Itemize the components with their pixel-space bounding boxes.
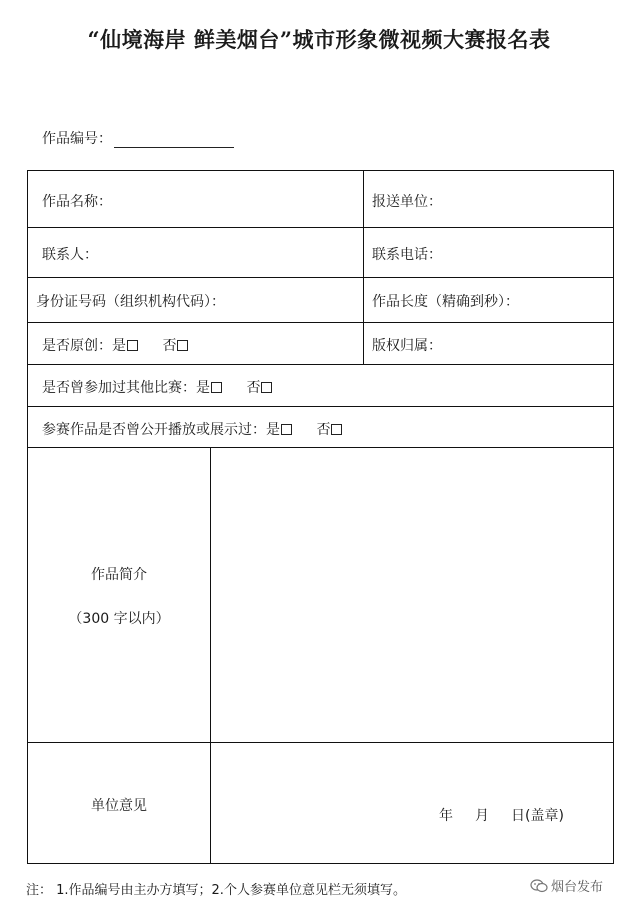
intro-content-area[interactable] <box>210 447 614 743</box>
submit-unit-cell[interactable] <box>363 170 614 228</box>
opinion-month-label: 月 <box>475 808 489 824</box>
phone-cell[interactable] <box>363 227 614 278</box>
intro-label: 作品简介 <box>91 567 147 583</box>
opinion-year-label: 年 <box>439 808 453 824</box>
phone-label: 联系电话： <box>372 247 442 263</box>
contact-label: 联系人： <box>42 247 98 263</box>
public-show-label: 参赛作品是否曾公开播放或展示过：是 <box>42 422 280 438</box>
original-no-label: 否 <box>162 338 177 354</box>
submit-unit-label: 报送单位： <box>372 194 442 210</box>
other-contest-no-label: 否 <box>246 380 261 396</box>
original-cell <box>27 322 364 365</box>
opinion-content-area[interactable] <box>210 742 614 864</box>
form-title: “仙境海岸 鲜美烟台”城市形象微视频大赛报名表 <box>87 27 551 52</box>
public-show-no-label: 否 <box>316 422 331 438</box>
public-show-question <box>42 419 342 439</box>
intro-label-cell <box>27 447 211 743</box>
footnote: 注： 1.作品编号由主办方填写；2.个人参赛单位意见栏无须填写。 <box>26 883 406 898</box>
other-contest-cell <box>27 364 614 407</box>
opinion-day-seal-label: 日(盖章) <box>511 808 564 824</box>
other-contest-question <box>42 377 272 397</box>
id-number-label: 身份证号码（组织机构代码）： <box>36 294 225 310</box>
intro-limit: （300 字以内） <box>68 611 170 627</box>
serial-number-label: 作品编号： <box>42 131 112 147</box>
copyright-label: 版权归属： <box>372 338 442 354</box>
public-show-yes-checkbox[interactable] <box>281 424 292 435</box>
id-number-cell[interactable] <box>27 277 364 323</box>
opinion-label-cell <box>27 742 211 864</box>
wechat-icon <box>530 879 548 893</box>
work-name-cell[interactable] <box>27 170 364 228</box>
opinion-label: 单位意见 <box>91 798 147 814</box>
original-question <box>42 335 188 355</box>
watermark <box>530 876 603 895</box>
other-contest-no-checkbox[interactable] <box>261 382 272 393</box>
other-contest-label: 是否曾参加过其他比赛：是 <box>42 380 210 396</box>
watermark-text: 烟台发布 <box>551 880 604 895</box>
duration-label: 作品长度（精确到秒）： <box>372 294 519 310</box>
original-no-checkbox[interactable] <box>177 340 188 351</box>
work-name-label: 作品名称： <box>42 194 112 210</box>
serial-number-field[interactable] <box>42 128 234 148</box>
public-show-cell <box>27 406 614 448</box>
contact-cell[interactable] <box>27 227 364 278</box>
other-contest-yes-checkbox[interactable] <box>211 382 222 393</box>
original-yes-checkbox[interactable] <box>127 340 138 351</box>
duration-cell[interactable] <box>363 277 614 323</box>
copyright-cell[interactable] <box>363 322 614 365</box>
public-show-no-checkbox[interactable] <box>331 424 342 435</box>
original-label: 是否原创：是 <box>42 338 126 354</box>
serial-number-blank[interactable] <box>114 132 234 148</box>
